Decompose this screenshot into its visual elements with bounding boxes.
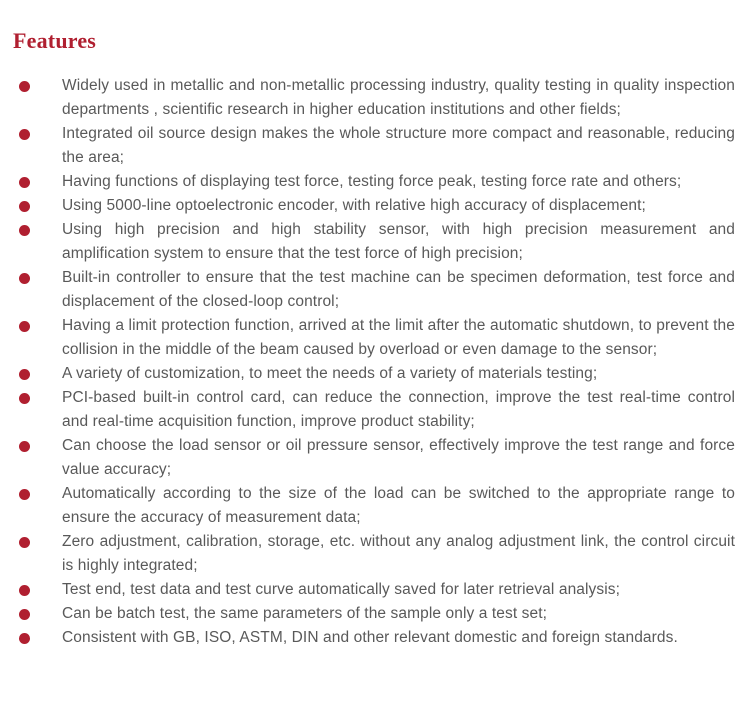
- feature-text: Built-in controller to ensure that the test machine can be specimen deformation, test force and displacement of the closed-loop control;: [62, 269, 735, 310]
- feature-item: [13, 434, 735, 482]
- section-title: Features: [13, 28, 97, 53]
- feature-item: [13, 386, 735, 434]
- bullet-icon: [19, 321, 30, 332]
- feature-item: [13, 314, 735, 362]
- feature-text: Can be batch test, the same parameters of the sample only a test set;: [62, 605, 548, 622]
- feature-text: A variety of customization, to meet the needs of a variety of materials testing;: [62, 365, 598, 382]
- feature-item: [13, 74, 735, 122]
- bullet-icon: [19, 585, 30, 596]
- bullet-icon: [19, 537, 30, 548]
- bullet-icon: [19, 369, 30, 380]
- feature-text: Using 5000-line optoelectronic encoder, with relative high accuracy of displacement;: [62, 197, 646, 214]
- feature-item: [13, 602, 735, 626]
- feature-text: Widely used in metallic and non-metallic processing industry, quality testing in quality inspection departments , scientific research in higher education institutions and other fields;: [62, 77, 735, 118]
- feature-item: [13, 266, 735, 314]
- feature-text: Can choose the load sensor or oil pressure sensor, effectively improve the test range and force value accuracy;: [62, 437, 735, 478]
- bullet-icon: [19, 129, 30, 140]
- feature-text: Having functions of displaying test force, testing force peak, testing force rate and others;: [62, 173, 682, 190]
- feature-item: [13, 362, 735, 386]
- feature-item: [13, 626, 735, 650]
- feature-text: Having a limit protection function, arrived at the limit after the automatic shutdown, to prevent the collision in the middle of the beam caused by overload or even damage to the sensor;: [62, 317, 735, 358]
- bullet-icon: [19, 441, 30, 452]
- feature-text: PCI-based built-in control card, can reduce the connection, improve the test real-time control and real-time acquisition function, improve product stability;: [62, 389, 735, 430]
- feature-text: Zero adjustment, calibration, storage, etc. without any analog adjustment link, the control circuit is highly integrated;: [62, 533, 735, 574]
- feature-text: Consistent with GB, ISO, ASTM, DIN and other relevant domestic and foreign standards.: [62, 629, 678, 646]
- bullet-icon: [19, 633, 30, 644]
- bullet-icon: [19, 177, 30, 188]
- feature-list: [13, 74, 735, 650]
- feature-item: [13, 218, 735, 266]
- bullet-icon: [19, 225, 30, 236]
- bullet-icon: [19, 273, 30, 284]
- feature-item: [13, 122, 735, 170]
- feature-item: [13, 578, 735, 602]
- feature-item: [13, 530, 735, 578]
- bullet-icon: [19, 489, 30, 500]
- feature-item: [13, 170, 735, 194]
- feature-text: Test end, test data and test curve automatically saved for later retrieval analysis;: [62, 581, 621, 598]
- feature-item: [13, 194, 735, 218]
- feature-item: [13, 482, 735, 530]
- bullet-icon: [19, 609, 30, 620]
- feature-text: Automatically according to the size of the load can be switched to the appropriate range to ensure the accuracy of measurement data;: [62, 485, 735, 526]
- feature-text: Using high precision and high stability sensor, with high precision measurement and amplification system to ensure that the test force of high precision;: [62, 221, 735, 262]
- bullet-icon: [19, 393, 30, 404]
- feature-text: Integrated oil source design makes the whole structure more compact and reasonable, reducing the area;: [62, 125, 735, 166]
- bullet-icon: [19, 201, 30, 212]
- bullet-icon: [19, 81, 30, 92]
